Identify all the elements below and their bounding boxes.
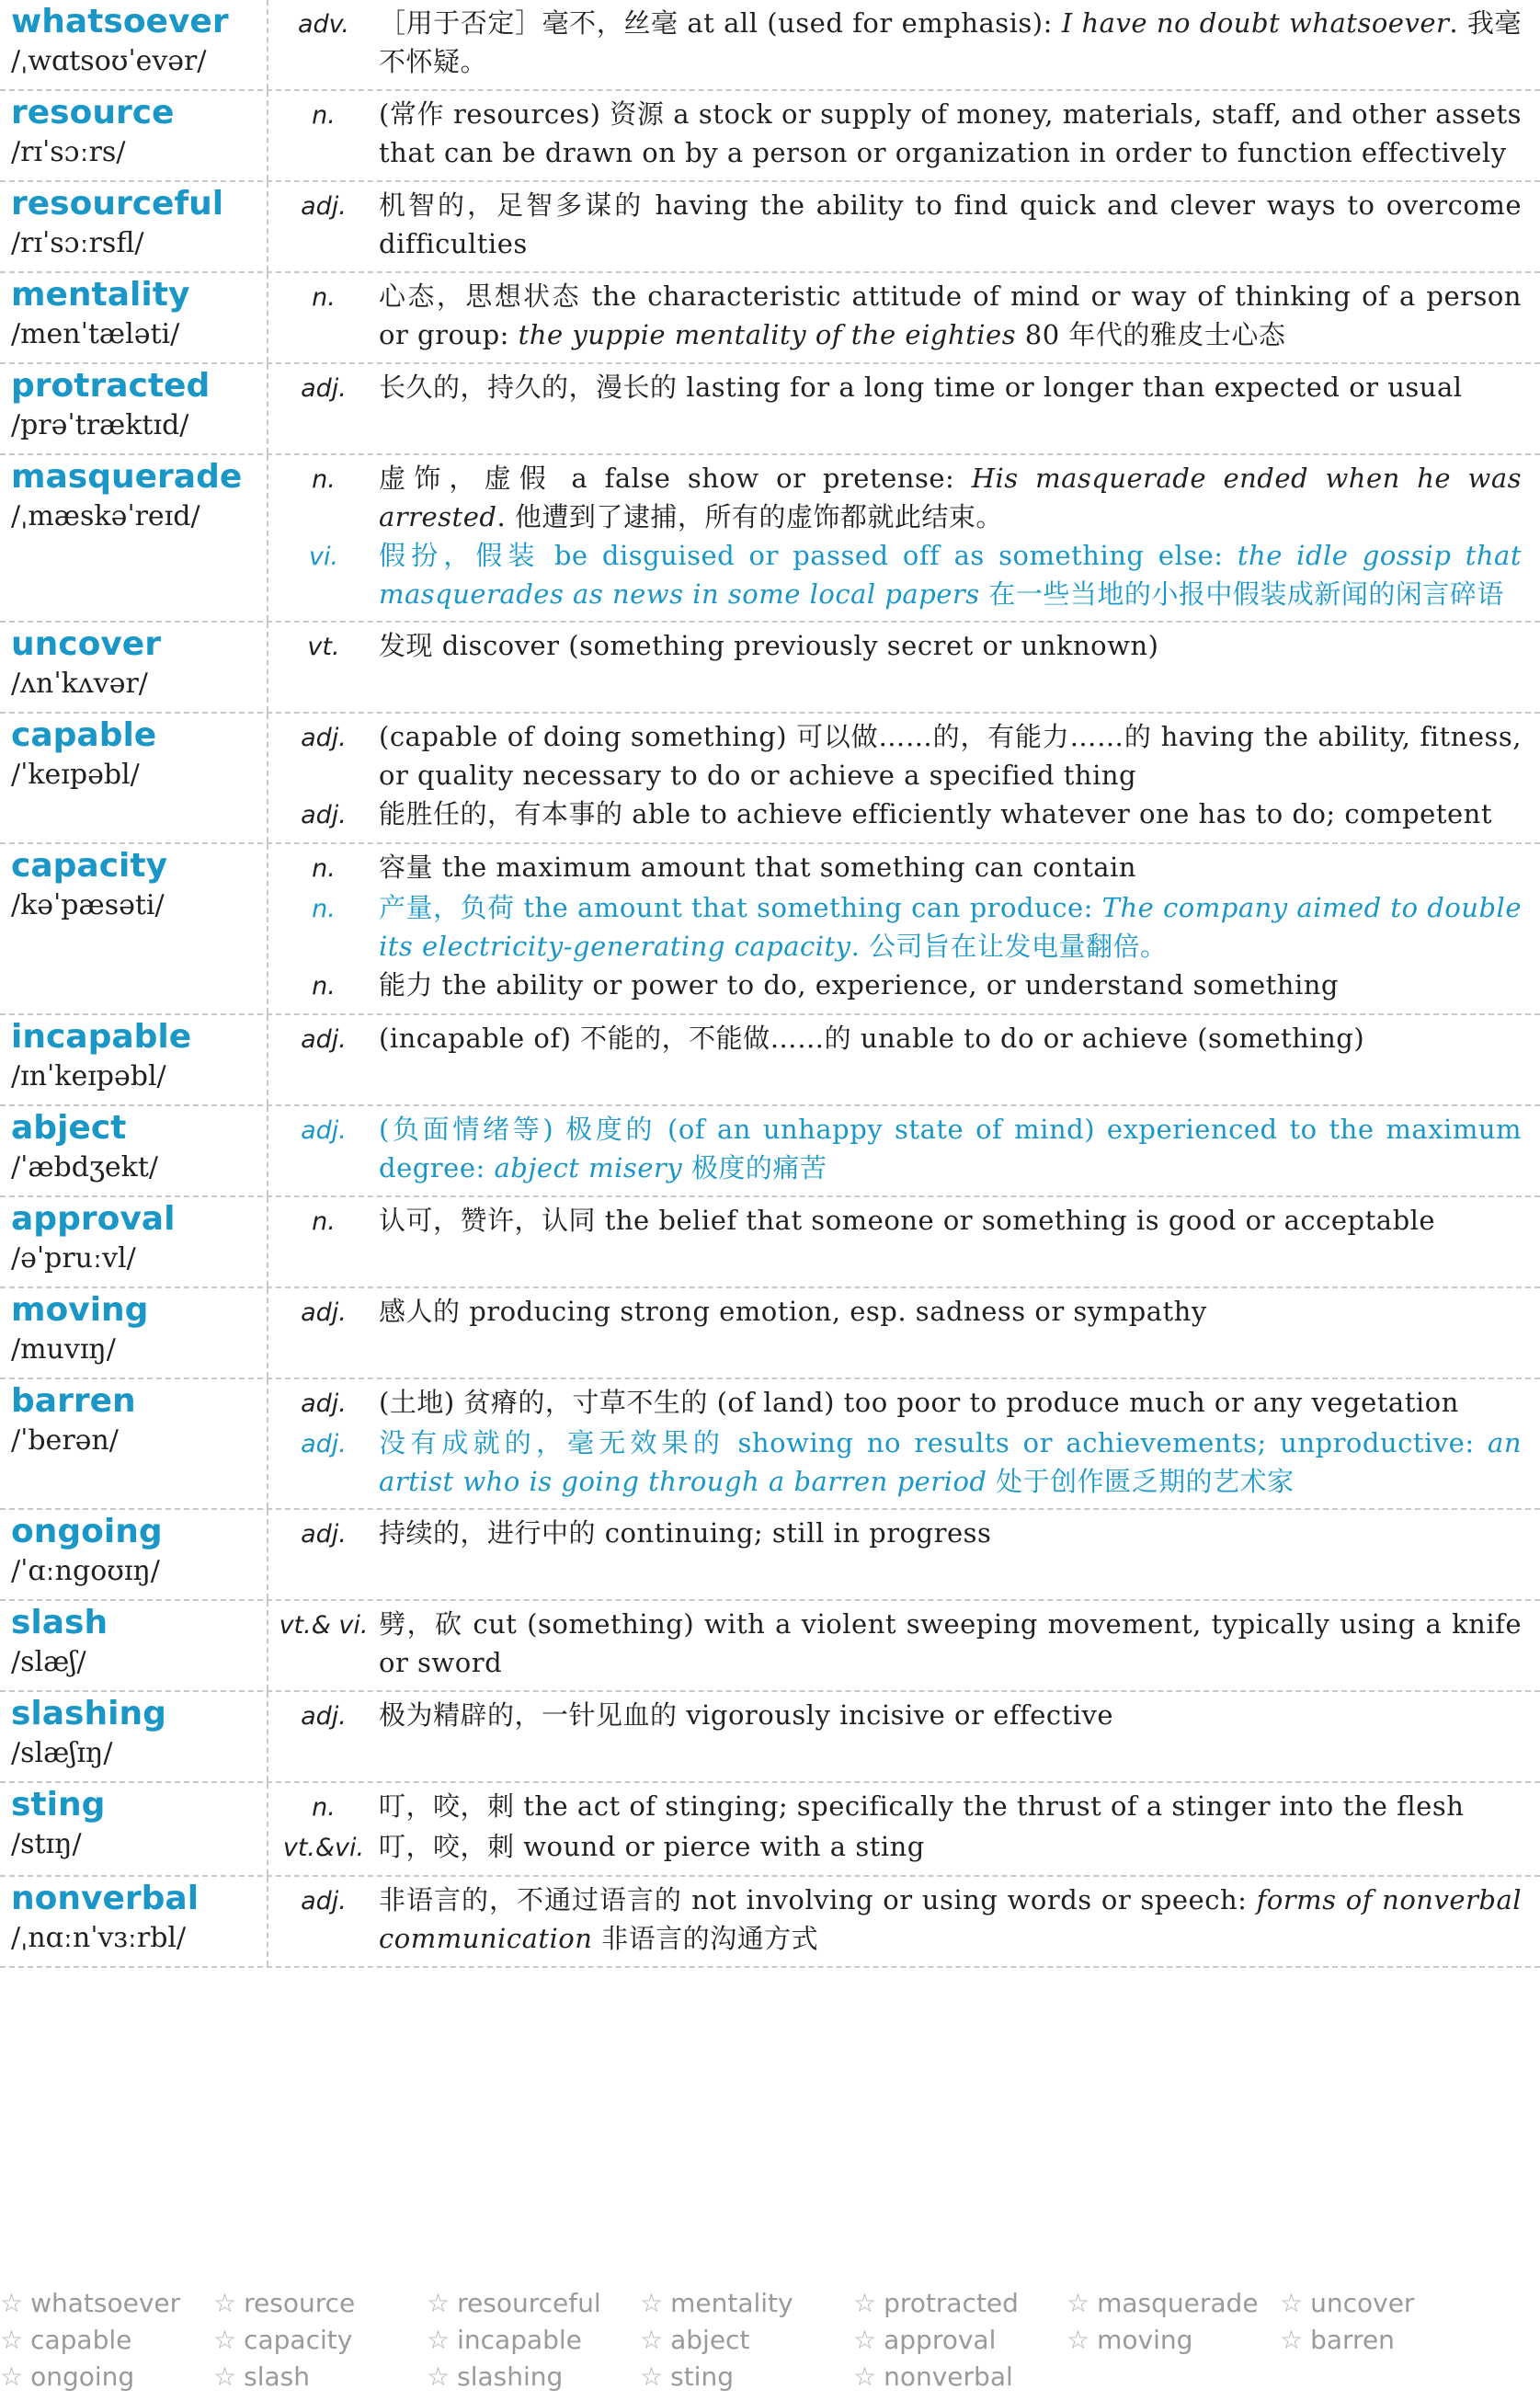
definition bbox=[379, 368, 1522, 408]
review-item bbox=[1280, 2325, 1493, 2356]
phonetic: /əˈpruːvl/ bbox=[11, 1242, 136, 1275]
star-icon: ☆ bbox=[427, 2288, 451, 2318]
definition bbox=[379, 536, 1522, 613]
example-sentence: the idle gossip that masquerades as news in some local papers bbox=[379, 540, 1522, 610]
headword-cell bbox=[0, 1692, 268, 1781]
senses-cell bbox=[268, 364, 1540, 453]
headword: resource bbox=[11, 94, 175, 131]
entry-row bbox=[0, 1288, 1540, 1379]
headword: sting bbox=[11, 1786, 106, 1824]
review-word: masquerade bbox=[1097, 2288, 1259, 2318]
headword-cell bbox=[0, 1106, 268, 1195]
definition-text: 产量，负荷 the amount that something can produce: bbox=[379, 892, 1102, 923]
headword: moving bbox=[11, 1291, 149, 1329]
headword-cell bbox=[0, 1877, 268, 1966]
review-item bbox=[853, 2325, 1067, 2356]
phonetic: /kəˈpæsəti/ bbox=[11, 889, 165, 921]
sense bbox=[268, 626, 1522, 667]
review-item bbox=[427, 2361, 640, 2393]
part-of-speech: adj. bbox=[301, 1025, 347, 1054]
example-sentence: the yuppie mentality of the eighties bbox=[518, 319, 1017, 350]
phonetic: /muvɪŋ/ bbox=[11, 1333, 116, 1366]
definition bbox=[379, 1292, 1522, 1332]
definition-text: 能力 the ability or power to do, experience, or understand something bbox=[379, 969, 1339, 1000]
senses-cell bbox=[268, 1510, 1540, 1599]
part-of-speech: n. bbox=[312, 1793, 336, 1822]
definition bbox=[379, 95, 1522, 172]
example-translation: 80 年代的雅皮士心态 bbox=[1016, 319, 1286, 350]
definition bbox=[379, 1605, 1522, 1682]
review-item bbox=[640, 2288, 853, 2319]
star-icon: ☆ bbox=[0, 2288, 24, 2318]
review-word: capable bbox=[30, 2325, 132, 2355]
phonetic: /stɪŋ/ bbox=[11, 1828, 82, 1860]
part-of-speech: adj. bbox=[301, 1430, 347, 1458]
review-item bbox=[213, 2361, 427, 2393]
phonetic: /slæʃ/ bbox=[11, 1646, 86, 1678]
phonetic: /slæʃɪŋ/ bbox=[11, 1737, 113, 1769]
review-item bbox=[1280, 2288, 1493, 2319]
sense bbox=[268, 1292, 1522, 1332]
part-of-speech: adj. bbox=[301, 1702, 347, 1731]
headword-cell bbox=[0, 273, 268, 362]
example-translation: 非语言的沟通方式 bbox=[592, 1923, 819, 1954]
entry-row bbox=[0, 0, 1540, 91]
senses-cell bbox=[268, 1106, 1540, 1195]
headword: masquerade bbox=[11, 458, 243, 496]
headword-cell bbox=[0, 1197, 268, 1286]
example-sentence: The company aimed to double its electricity-generating capacity bbox=[379, 892, 1522, 962]
star-icon: ☆ bbox=[640, 2361, 664, 2392]
part-of-speech: n. bbox=[312, 854, 336, 883]
review-item bbox=[853, 2361, 1067, 2393]
sense bbox=[268, 848, 1522, 888]
headword-cell bbox=[0, 364, 268, 453]
sense bbox=[268, 277, 1522, 354]
senses-cell bbox=[268, 1197, 1540, 1286]
entry-row bbox=[0, 1015, 1540, 1106]
star-icon: ☆ bbox=[213, 2361, 237, 2392]
star-icon: ☆ bbox=[0, 2325, 24, 2355]
part-of-speech: n. bbox=[312, 465, 336, 494]
headword-cell bbox=[0, 623, 268, 712]
sense bbox=[268, 459, 1522, 536]
definition-text: 非语言的，不通过语言的 not involving or using words or speech: bbox=[379, 1884, 1257, 1915]
example-translation: 处于创作匮乏期的艺术家 bbox=[987, 1466, 1295, 1497]
star-icon: ☆ bbox=[640, 2288, 664, 2318]
definition bbox=[379, 186, 1522, 263]
entry-row bbox=[0, 623, 1540, 714]
sense bbox=[268, 966, 1522, 1006]
entry-row bbox=[0, 1601, 1540, 1692]
sense bbox=[268, 1423, 1522, 1501]
review-item bbox=[427, 2288, 640, 2319]
definition bbox=[379, 1514, 1522, 1554]
part-of-speech: adj. bbox=[301, 374, 347, 403]
phonetic: /ˈberən/ bbox=[11, 1424, 119, 1457]
part-of-speech: adj. bbox=[301, 1520, 347, 1549]
definition-text: 叮，咬，刺 the act of stinging; specifically the thrust of a stinger into the flesh bbox=[379, 1790, 1465, 1822]
definition-text: (负面情绪等) 极度的 (of an unhappy state of mind) experienced to the maximum degree: bbox=[379, 1114, 1522, 1183]
review-item bbox=[1067, 2288, 1280, 2319]
senses-cell bbox=[268, 714, 1540, 842]
sense bbox=[268, 1383, 1522, 1423]
star-icon: ☆ bbox=[853, 2361, 877, 2392]
star-icon: ☆ bbox=[213, 2288, 237, 2318]
part-of-speech: adj. bbox=[301, 1116, 347, 1145]
part-of-speech: vi. bbox=[308, 543, 339, 571]
definition-text: 劈，砍 cut (something) with a violent sweeping movement, typically using a knife or sword bbox=[379, 1608, 1522, 1678]
headword: slash bbox=[11, 1604, 108, 1641]
headword: slashing bbox=[11, 1695, 166, 1732]
definition-text: (capable of doing something) 可以做……的，有能力……的 having the ability, fitness, or quality necessary to do or achieve a specified thing bbox=[379, 721, 1522, 791]
definition bbox=[379, 1201, 1522, 1241]
review-word: slashing bbox=[457, 2361, 564, 2392]
definition bbox=[379, 459, 1522, 536]
review-item bbox=[640, 2325, 853, 2356]
sense bbox=[268, 1019, 1522, 1059]
star-icon: ☆ bbox=[853, 2288, 877, 2318]
star-icon: ☆ bbox=[213, 2325, 237, 2355]
review-item bbox=[0, 2288, 213, 2319]
review-item bbox=[213, 2325, 427, 2356]
definition-text: (incapable of) 不能的，不能做……的 unable to do or achieve (something) bbox=[379, 1023, 1365, 1054]
review-item bbox=[0, 2361, 213, 2393]
entry-row bbox=[0, 844, 1540, 1015]
headword: barren bbox=[11, 1382, 136, 1420]
phonetic: /ˈæbdʒekt/ bbox=[11, 1151, 158, 1183]
headword-cell bbox=[0, 1783, 268, 1875]
definition-text: 长久的，持久的，漫长的 lasting for a long time or longer than expected or usual bbox=[379, 372, 1463, 403]
entry-row bbox=[0, 1510, 1540, 1601]
phonetic: /prəˈtræktɪd/ bbox=[11, 409, 189, 441]
phonetic: /ˈkeɪpəbl/ bbox=[11, 759, 140, 791]
definition-text: 极为精辟的，一针见血的 vigorously incisive or effective bbox=[379, 1699, 1114, 1731]
review-item bbox=[640, 2361, 853, 2393]
definition bbox=[379, 795, 1522, 835]
sense bbox=[268, 1881, 1522, 1958]
entry-row bbox=[0, 1106, 1540, 1197]
definition bbox=[379, 1696, 1522, 1736]
star-icon: ☆ bbox=[1280, 2288, 1304, 2318]
sense bbox=[268, 536, 1522, 613]
definition bbox=[379, 277, 1522, 354]
headword: capacity bbox=[11, 847, 168, 885]
part-of-speech: vt.& vi. bbox=[279, 1611, 369, 1640]
definition-text: (常作 resources) 资源 a stock or supply of money, materials, staff, and other assets that can be drawn on by a person or organization in order to function effectively bbox=[379, 98, 1522, 168]
senses-cell bbox=[268, 1288, 1540, 1378]
review-item bbox=[853, 2288, 1067, 2319]
phonetic: /ʌnˈkʌvər/ bbox=[11, 668, 148, 700]
headword-cell bbox=[0, 0, 268, 89]
headword-cell bbox=[0, 714, 268, 842]
review-word: mentality bbox=[670, 2288, 793, 2318]
phonetic: /rɪˈsɔːrsfl/ bbox=[11, 227, 144, 259]
definition bbox=[379, 717, 1522, 795]
star-icon: ☆ bbox=[1067, 2325, 1090, 2355]
part-of-speech: vt.&vi. bbox=[282, 1834, 365, 1862]
definition-text: ［用于否定］毫不，丝毫 at all (used for emphasis): bbox=[379, 7, 1062, 39]
review-word: barren bbox=[1310, 2325, 1395, 2355]
sense bbox=[268, 1514, 1522, 1554]
part-of-speech: adj. bbox=[301, 724, 347, 752]
definition bbox=[379, 848, 1522, 888]
review-word: approval bbox=[884, 2325, 997, 2355]
sense bbox=[268, 1605, 1522, 1682]
part-of-speech: n. bbox=[312, 1207, 336, 1236]
entry-row bbox=[0, 364, 1540, 455]
example-translation: 在一些当地的小报中假装成新闻的闲言碎语 bbox=[979, 578, 1504, 610]
headword-cell bbox=[0, 1288, 268, 1378]
definition bbox=[379, 1787, 1522, 1827]
part-of-speech: n. bbox=[312, 101, 336, 130]
entry-row bbox=[0, 714, 1540, 844]
definition-text: 感人的 producing strong emotion, esp. sadness or sympathy bbox=[379, 1296, 1207, 1327]
sense bbox=[268, 4, 1522, 81]
sense bbox=[268, 1110, 1522, 1187]
sense bbox=[268, 1827, 1522, 1868]
example-sentence: His masquerade ended when he was arrested bbox=[379, 463, 1522, 532]
entry-row bbox=[0, 1877, 1540, 1968]
definition-text: 虚饰，虚假 a false show or pretense: bbox=[379, 463, 972, 494]
part-of-speech: adj. bbox=[301, 1389, 347, 1418]
definition bbox=[379, 1881, 1522, 1958]
definition bbox=[379, 1110, 1522, 1187]
review-word: nonverbal bbox=[884, 2361, 1013, 2392]
senses-cell bbox=[268, 182, 1540, 271]
part-of-speech: adj. bbox=[301, 192, 347, 221]
phonetic: /ˌwɑtsoʊˈevər/ bbox=[11, 45, 207, 77]
review-list bbox=[0, 2288, 1540, 2393]
entry-row bbox=[0, 91, 1540, 182]
review-word: capacity bbox=[244, 2325, 353, 2355]
review-word: incapable bbox=[457, 2325, 582, 2355]
star-icon: ☆ bbox=[1067, 2288, 1090, 2318]
definition bbox=[379, 4, 1522, 81]
part-of-speech: vt. bbox=[307, 633, 340, 661]
star-icon: ☆ bbox=[427, 2325, 451, 2355]
example-translation: . 我毫不怀疑。 bbox=[379, 7, 1522, 77]
review-word: ongoing bbox=[30, 2361, 135, 2392]
phonetic: /rɪˈsɔːrs/ bbox=[11, 136, 126, 168]
star-icon: ☆ bbox=[640, 2325, 664, 2355]
review-word: whatsoever bbox=[30, 2288, 181, 2318]
definition-text: 发现 discover (something previously secret or unknown) bbox=[379, 630, 1159, 661]
sense bbox=[268, 1201, 1522, 1241]
entry-row bbox=[0, 182, 1540, 273]
star-icon: ☆ bbox=[853, 2325, 877, 2355]
phonetic: /ˌnɑːnˈvɜːrbl/ bbox=[11, 1922, 187, 1954]
headword-cell bbox=[0, 1510, 268, 1599]
senses-cell bbox=[268, 91, 1540, 180]
senses-cell bbox=[268, 844, 1540, 1013]
headword: uncover bbox=[11, 625, 161, 663]
definition-text: 持续的，进行中的 continuing; still in progress bbox=[379, 1517, 992, 1549]
headword: nonverbal bbox=[11, 1880, 200, 1917]
review-word: sting bbox=[670, 2361, 734, 2392]
definition-text: 没有成就的，毫无效果的 showing no results or achievements; unproductive: bbox=[379, 1427, 1489, 1458]
definition bbox=[379, 1383, 1522, 1423]
entry-row bbox=[0, 1197, 1540, 1288]
review-word: uncover bbox=[1310, 2288, 1415, 2318]
entry-row bbox=[0, 1692, 1540, 1783]
definition bbox=[379, 626, 1522, 667]
senses-cell bbox=[268, 0, 1540, 89]
definition bbox=[379, 1423, 1522, 1501]
headword-cell bbox=[0, 182, 268, 271]
example-sentence: abject misery bbox=[494, 1152, 683, 1183]
senses-cell bbox=[268, 1783, 1540, 1875]
headword: ongoing bbox=[11, 1513, 163, 1550]
part-of-speech: adj. bbox=[301, 1887, 347, 1915]
phonetic: /ɪnˈkeɪpəbl/ bbox=[11, 1060, 166, 1092]
sense bbox=[268, 1696, 1522, 1736]
headword: approval bbox=[11, 1200, 176, 1238]
senses-cell bbox=[268, 1877, 1540, 1966]
example-translation: . 公司旨在让发电量翻倍。 bbox=[850, 931, 1168, 962]
headword-cell bbox=[0, 1015, 268, 1104]
review-item bbox=[1067, 2325, 1280, 2356]
definition-text: (土地) 贫瘠的，寸草不生的 (of land) too poor to produce much or any vegetation bbox=[379, 1387, 1459, 1418]
definition-text: 机智的，足智多谋的 having the ability to find quick and clever ways to overcome difficulties bbox=[379, 189, 1522, 259]
senses-cell bbox=[268, 623, 1540, 712]
headword: incapable bbox=[11, 1018, 192, 1056]
headword-cell bbox=[0, 1601, 268, 1690]
definition-text: 容量 the maximum amount that something can contain bbox=[379, 852, 1136, 883]
part-of-speech: n. bbox=[312, 895, 336, 923]
headword: protracted bbox=[11, 367, 211, 405]
definition-text: 心态，思想状态 the characteristic attitude of mind or way of thinking of a person or group: bbox=[379, 280, 1522, 350]
headword: resourceful bbox=[11, 185, 224, 223]
headword-cell bbox=[0, 844, 268, 1013]
headword: abject bbox=[11, 1109, 127, 1147]
review-word: resource bbox=[244, 2288, 356, 2318]
senses-cell bbox=[268, 455, 1540, 621]
sense bbox=[268, 888, 1522, 966]
part-of-speech: adv. bbox=[297, 10, 350, 39]
definition-text: 假扮，假装 be disguised or passed off as something else: bbox=[379, 540, 1238, 571]
example-translation: . 他遭到了逮捕，所有的虚饰都就此结束。 bbox=[496, 501, 1003, 532]
review-item bbox=[0, 2325, 213, 2356]
definition-text: 叮，咬，刺 wound or pierce with a sting bbox=[379, 1831, 925, 1862]
entry-row bbox=[0, 273, 1540, 364]
entry-row bbox=[0, 455, 1540, 623]
senses-cell bbox=[268, 1692, 1540, 1781]
part-of-speech: adj. bbox=[301, 1298, 347, 1327]
sense bbox=[268, 368, 1522, 408]
star-icon: ☆ bbox=[427, 2361, 451, 2392]
headword: capable bbox=[11, 716, 157, 754]
star-icon: ☆ bbox=[1280, 2325, 1304, 2355]
senses-cell bbox=[268, 1379, 1540, 1508]
phonetic: /ˈɑːngoʊɪŋ/ bbox=[11, 1555, 160, 1587]
headword-cell bbox=[0, 455, 268, 621]
review-word: slash bbox=[244, 2361, 310, 2392]
headword-cell bbox=[0, 91, 268, 180]
sense bbox=[268, 1787, 1522, 1827]
senses-cell bbox=[268, 1015, 1540, 1104]
part-of-speech: adj. bbox=[301, 801, 347, 829]
definition bbox=[379, 966, 1522, 1006]
phonetic: /menˈtæləti/ bbox=[11, 318, 180, 350]
phonetic: /ˌmæskəˈreɪd/ bbox=[11, 500, 200, 532]
definition bbox=[379, 1019, 1522, 1059]
review-word: moving bbox=[1097, 2325, 1193, 2355]
senses-cell bbox=[268, 1601, 1540, 1690]
review-word: abject bbox=[670, 2325, 750, 2355]
entry-row bbox=[0, 1379, 1540, 1510]
entry-row bbox=[0, 1783, 1540, 1877]
definition bbox=[379, 1827, 1522, 1868]
review-item bbox=[427, 2325, 640, 2356]
part-of-speech: n. bbox=[312, 283, 336, 312]
definition-text: 认可，赞许，认同 the belief that someone or something is good or acceptable bbox=[379, 1205, 1436, 1236]
senses-cell bbox=[268, 273, 1540, 362]
review-item bbox=[213, 2288, 427, 2319]
sense bbox=[268, 795, 1522, 835]
headword: whatsoever bbox=[11, 3, 229, 40]
sense bbox=[268, 717, 1522, 795]
example-translation: 极度的痛苦 bbox=[682, 1152, 827, 1183]
example-sentence: I have no doubt whatsoever bbox=[1061, 7, 1450, 39]
headword: mentality bbox=[11, 276, 190, 314]
definition bbox=[379, 888, 1522, 966]
definition-text: 能胜任的，有本事的 able to achieve efficiently whatever one has to do; competent bbox=[379, 798, 1492, 829]
review-word: resourceful bbox=[457, 2288, 601, 2318]
example-sentence: forms of nonverbal communication bbox=[379, 1884, 1523, 1954]
part-of-speech: n. bbox=[312, 972, 336, 1000]
review-word: protracted bbox=[884, 2288, 1019, 2318]
star-icon: ☆ bbox=[0, 2361, 24, 2392]
sense bbox=[268, 186, 1522, 263]
example-sentence: an artist who is going through a barren period bbox=[379, 1427, 1522, 1497]
sense bbox=[268, 95, 1522, 172]
headword-cell bbox=[0, 1379, 268, 1508]
